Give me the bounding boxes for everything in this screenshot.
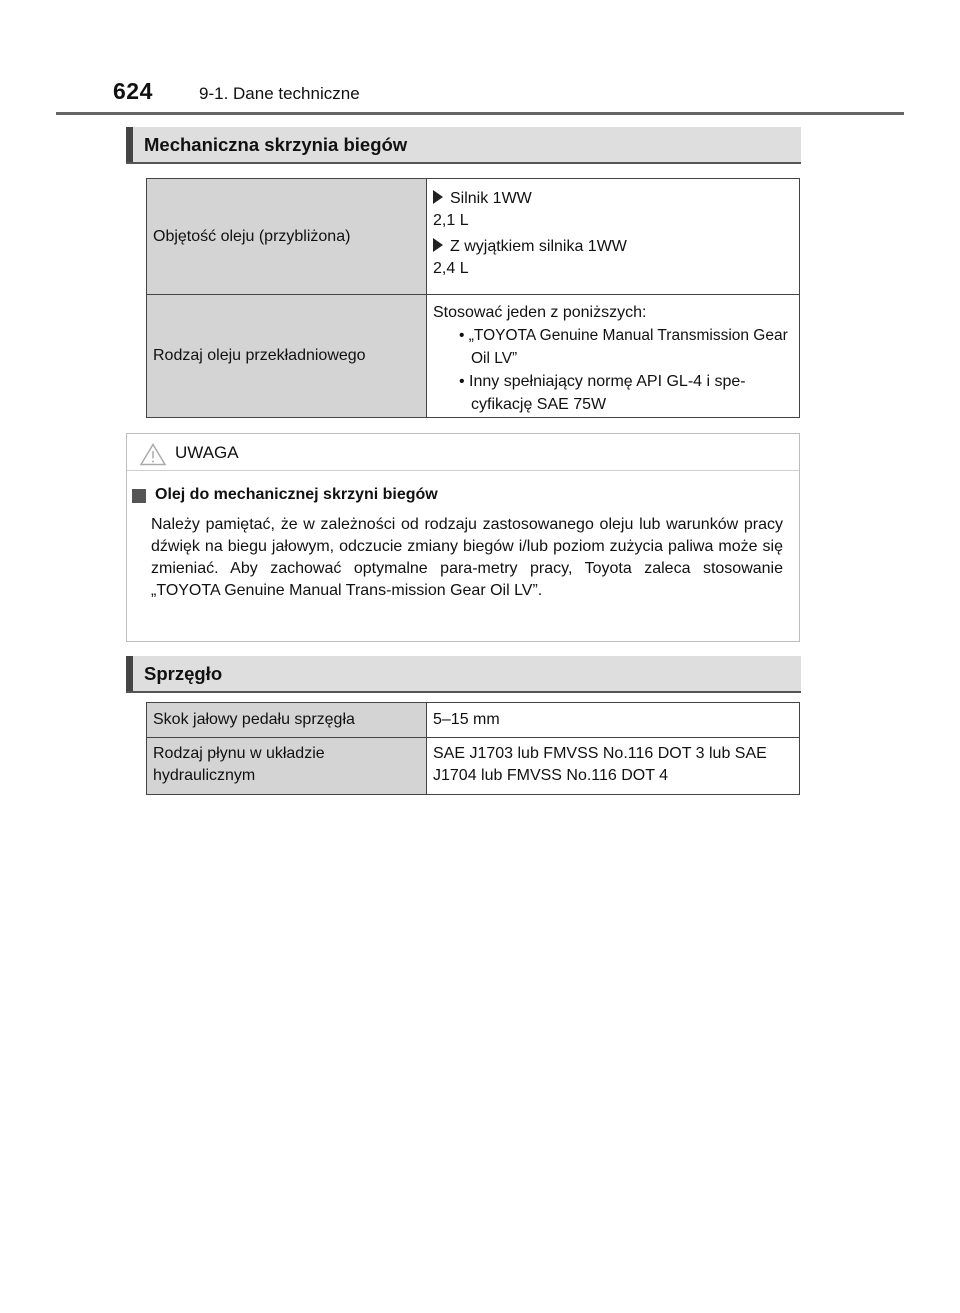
row-label: Rodzaj płynu w układzie hydraulicznym xyxy=(147,738,427,795)
list-item xyxy=(433,188,793,210)
section-title-bar-gearbox xyxy=(126,127,801,164)
table-row xyxy=(147,295,800,418)
list-item: • Inny spełniający normę API GL-4 i spe-cyfikację SAE 75W xyxy=(459,373,746,413)
section-title-bar-clutch xyxy=(126,656,801,693)
gearbox-spec-table xyxy=(146,178,800,418)
row-label: Skok jałowy pedału sprzęgła xyxy=(147,703,427,738)
chapter-title: 9-1. Dane techniczne xyxy=(199,84,360,103)
list-item xyxy=(433,236,793,258)
caution-title: UWAGA xyxy=(175,443,239,462)
section-accent xyxy=(126,656,133,691)
list-item: • „TOYOTA Genuine Manual Transmission Gear Oil LV” xyxy=(459,327,788,367)
section-title: Sprzęgło xyxy=(144,663,223,684)
item-value: 2,1 L xyxy=(433,212,469,229)
header-rule xyxy=(56,112,904,115)
section-accent xyxy=(126,127,133,162)
caution-subtitle: Olej do mechanicznej skrzyni biegów xyxy=(155,486,438,503)
caution-header xyxy=(127,434,799,471)
warning-triangle-icon xyxy=(140,443,166,466)
page-number: 624 xyxy=(113,78,153,104)
clutch-spec-table xyxy=(146,702,800,795)
row-value xyxy=(427,295,800,418)
square-bullet-icon xyxy=(132,489,146,503)
arrow-right-icon xyxy=(433,190,443,204)
section-title: Mechaniczna skrzynia biegów xyxy=(144,134,408,155)
row-label: Objętość oleju (przybliżona) xyxy=(147,179,427,295)
caution-box xyxy=(126,433,800,642)
arrow-right-icon xyxy=(433,238,443,252)
row-value xyxy=(427,179,800,295)
table-row xyxy=(147,703,800,738)
table-row xyxy=(147,179,800,295)
row-value: SAE J1703 lub FMVSS No.116 DOT 3 lub SAE J1704 lub FMVSS No.116 DOT 4 xyxy=(427,738,800,795)
item-title: Silnik 1WW xyxy=(450,190,532,207)
intro-text: Stosować jeden z poniższych: xyxy=(433,304,647,321)
row-value: 5–15 mm xyxy=(427,703,800,738)
row-label: Rodzaj oleju przekładniowego xyxy=(147,295,427,418)
item-value: 2,4 L xyxy=(433,260,469,277)
item-title: Z wyjątkiem silnika 1WW xyxy=(450,238,627,255)
table-row xyxy=(147,738,800,795)
caution-body: Należy pamiętać, że w zależności od rodzaju zastosowanego oleju lub warunków pracy dźwięk na biegu jałowym, odczucie zmiany biegów i/lub poziom zużycia paliwa może się zmieniać. Aby zachować optymalne para-metry pracy, Toyota zaleca stosowanie „TOYOTA Genuine Manual Trans-mission Gear Oil LV”. xyxy=(151,516,783,599)
